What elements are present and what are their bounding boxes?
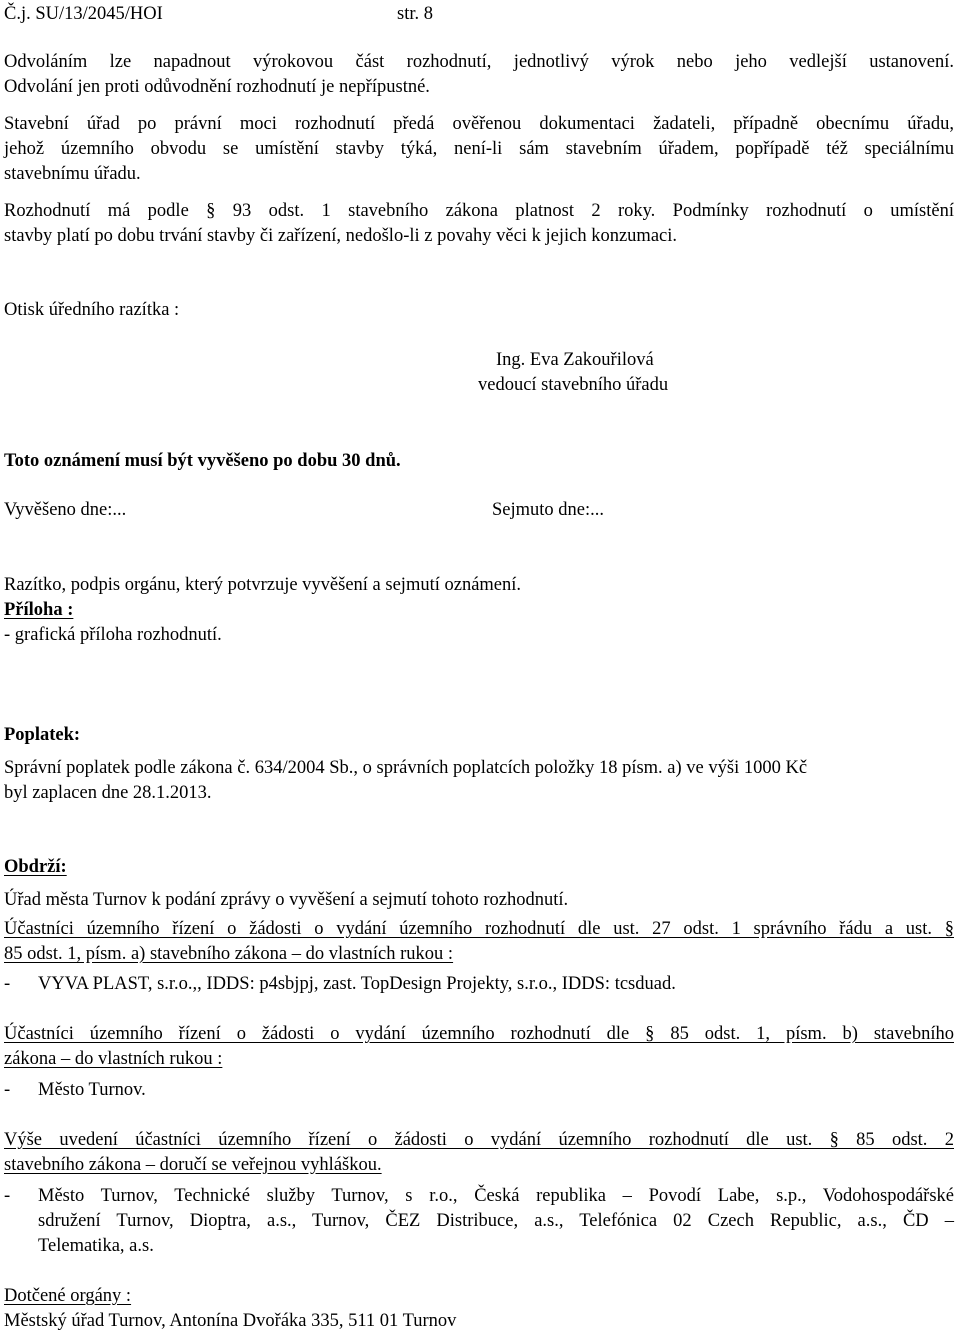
delivery-line-3: stavebnímu úřadu. [4, 164, 141, 184]
group1-line-1: Účastníci územního řízení o žádosti o vydání územního rozhodnutí dle ust. 27 odst. 1 správního řádu a ust. § [4, 919, 954, 939]
appeal-line-1: Odvoláním lze napadnout výrokovou část rozhodnutí, jednotlivý výrok nebo jeho vedlejší ustanovení. [4, 52, 954, 72]
group1-item [4, 972, 954, 997]
group3-line-1: Výše uvedení účastníci územního řízení o žádosti o vydání územního rozhodnutí dle ust. § 85 odst. 2 [4, 1130, 954, 1150]
recipient-office: Úřad města Turnov k podání zprávy o vyvěšení a sejmutí tohoto rozhodnutí. [4, 890, 569, 910]
list-dash: - [4, 1186, 11, 1206]
delivery-line-1: Stavební úřad po právní moci rozhodnutí předá ověřenou dokumentaci žadateli, případně obecnímu úřadu, [4, 114, 954, 134]
fee-line-1: Správní poplatek podle zákona č. 634/2004 Sb., o správních poplatcích položky 18 písm. a) ve výši 1000 Kč [4, 758, 808, 778]
appeal-line-2: Odvolání jen proti odůvodnění rozhodnutí je nepřípustné. [4, 77, 430, 97]
signatory-name: Ing. Eva Zakouřilová [496, 350, 654, 370]
group3-item-text-1: Město Turnov, Technické služby Turnov, s r.o., Česká republika – Povodí Labe, s.p., Vodohospodářské [38, 1186, 954, 1206]
posting-notice: Toto oznámení musí být vyvěšeno po dobu 30 dnů. [4, 451, 401, 471]
group2-item [4, 1078, 954, 1103]
group3-item-line-1 [4, 1184, 954, 1209]
group3-item-line-3: Telematika, a.s. [38, 1236, 154, 1256]
group2-item-text: Město Turnov. [38, 1080, 146, 1100]
page-header [4, 2, 954, 27]
authorities-heading: Dotčené orgány : [4, 1286, 132, 1306]
group3-item-line-2: sdružení Turnov, Dioptra, a.s., Turnov, ČEZ Distribuce, a.s., Telefónica 02 Czech Republic, a.s., ČD – [38, 1211, 954, 1231]
stamp-label: Otisk úředního razítka : [4, 300, 180, 320]
removed-date: Sejmuto dne:... [492, 500, 605, 520]
attachment-heading: Příloha : [4, 600, 74, 620]
group2-line-1: Účastníci územního řízení o žádosti o vydání územního rozhodnutí dle § 85 odst. 1, písm. b) stavebního [4, 1024, 954, 1044]
posted-date: Vyvěšeno dne:... [4, 500, 127, 520]
group2-line-2: zákona – do vlastních rukou : [4, 1049, 223, 1069]
signatory-title: vedoucí stavebního úřadu [478, 375, 669, 395]
attachment-item: - grafická příloha rozhodnutí. [4, 625, 222, 645]
list-dash: - [4, 1080, 11, 1100]
stamp-signature-note: Razítko, podpis orgánu, který potvrzuje vyvěšení a sejmutí oznámení. [4, 575, 522, 595]
fee-line-2: byl zaplacen dne 28.1.2013. [4, 783, 212, 803]
authorities-item: Městský úřad Turnov, Antonína Dvořáka 335, 511 01 Turnov [4, 1311, 457, 1331]
list-dash: - [4, 974, 11, 994]
validity-line-1: Rozhodnutí má podle § 93 odst. 1 stavebního zákona platnost 2 roky. Podmínky rozhodnutí o umístění [4, 201, 954, 221]
fee-heading: Poplatek: [4, 725, 81, 745]
reference-number: Č.j. SU/13/2045/HOI [4, 4, 163, 24]
page-number: str. 8 [397, 4, 433, 24]
group1-item-text: VYVA PLAST, s.r.o.,, IDDS: p4sbjpj, zast. TopDesign Projekty, s.r.o., IDDS: tcsduad. [38, 974, 676, 994]
validity-line-2: stavby platí po dobu trvání stavby či zařízení, nedošlo-li z povahy věci k jejich konzumaci. [4, 226, 678, 246]
delivery-line-2: jehož územního obvodu se umístění stavby týká, není-li sám stavebním úřadem, popřípadě též speciálnímu [4, 139, 954, 159]
group1-line-2: 85 odst. 1, písm. a) stavebního zákona – do vlastních rukou : [4, 944, 454, 964]
group3-line-2: stavebního zákona – doručí se veřejnou vyhláškou. [4, 1155, 382, 1175]
recipients-heading: Obdrží: [4, 857, 67, 877]
